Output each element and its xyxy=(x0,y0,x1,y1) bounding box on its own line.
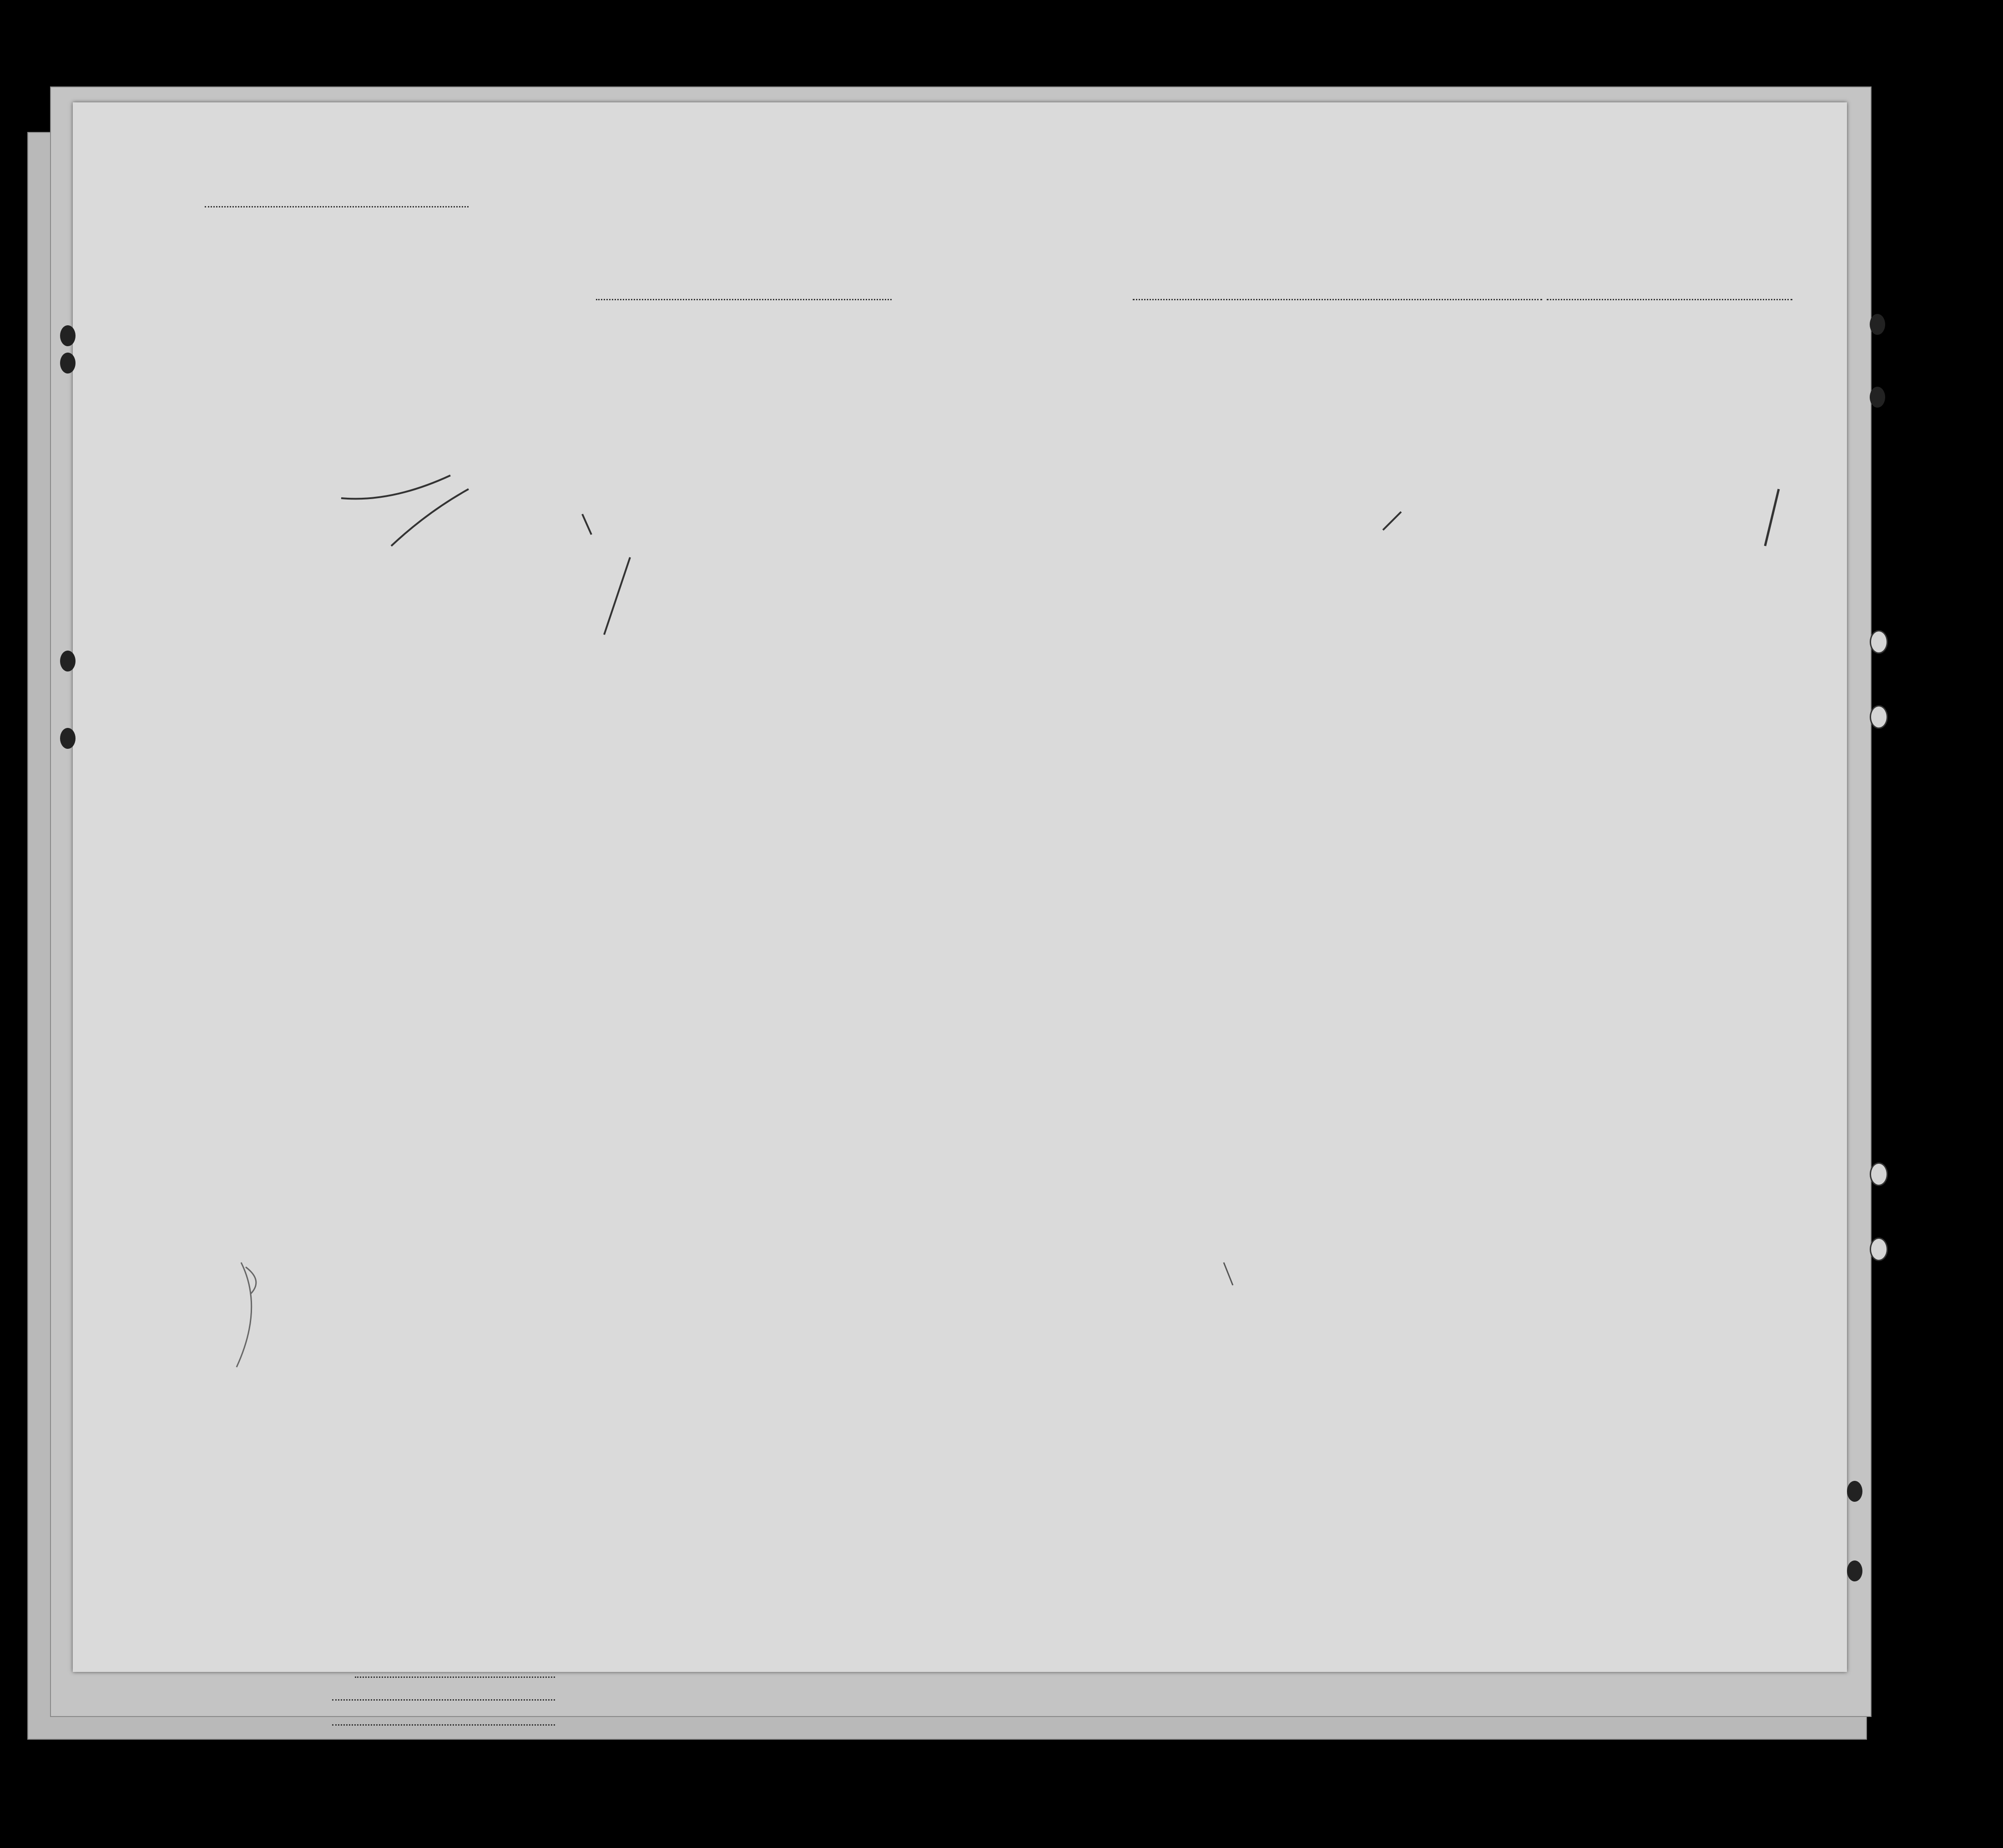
aliens-dots xyxy=(332,1724,555,1726)
binder-hole xyxy=(1847,1560,1862,1581)
total-passengers-dots xyxy=(355,1676,555,1678)
binder-hole xyxy=(1870,630,1888,654)
manifest-sheet xyxy=(73,102,1847,1672)
binder-hole xyxy=(60,728,76,749)
binder-hole xyxy=(1870,705,1888,729)
binder-hole xyxy=(60,353,76,374)
binder-hole xyxy=(1870,387,1885,408)
binder-hole xyxy=(1870,314,1885,335)
check-marks xyxy=(73,102,1847,1672)
binder-hole xyxy=(60,651,76,672)
binder-hole xyxy=(1847,1481,1862,1502)
us-citizens-dots xyxy=(332,1699,555,1701)
binder-hole xyxy=(1870,1237,1888,1261)
binder-hole xyxy=(60,325,76,346)
binder-hole xyxy=(1870,1162,1888,1186)
